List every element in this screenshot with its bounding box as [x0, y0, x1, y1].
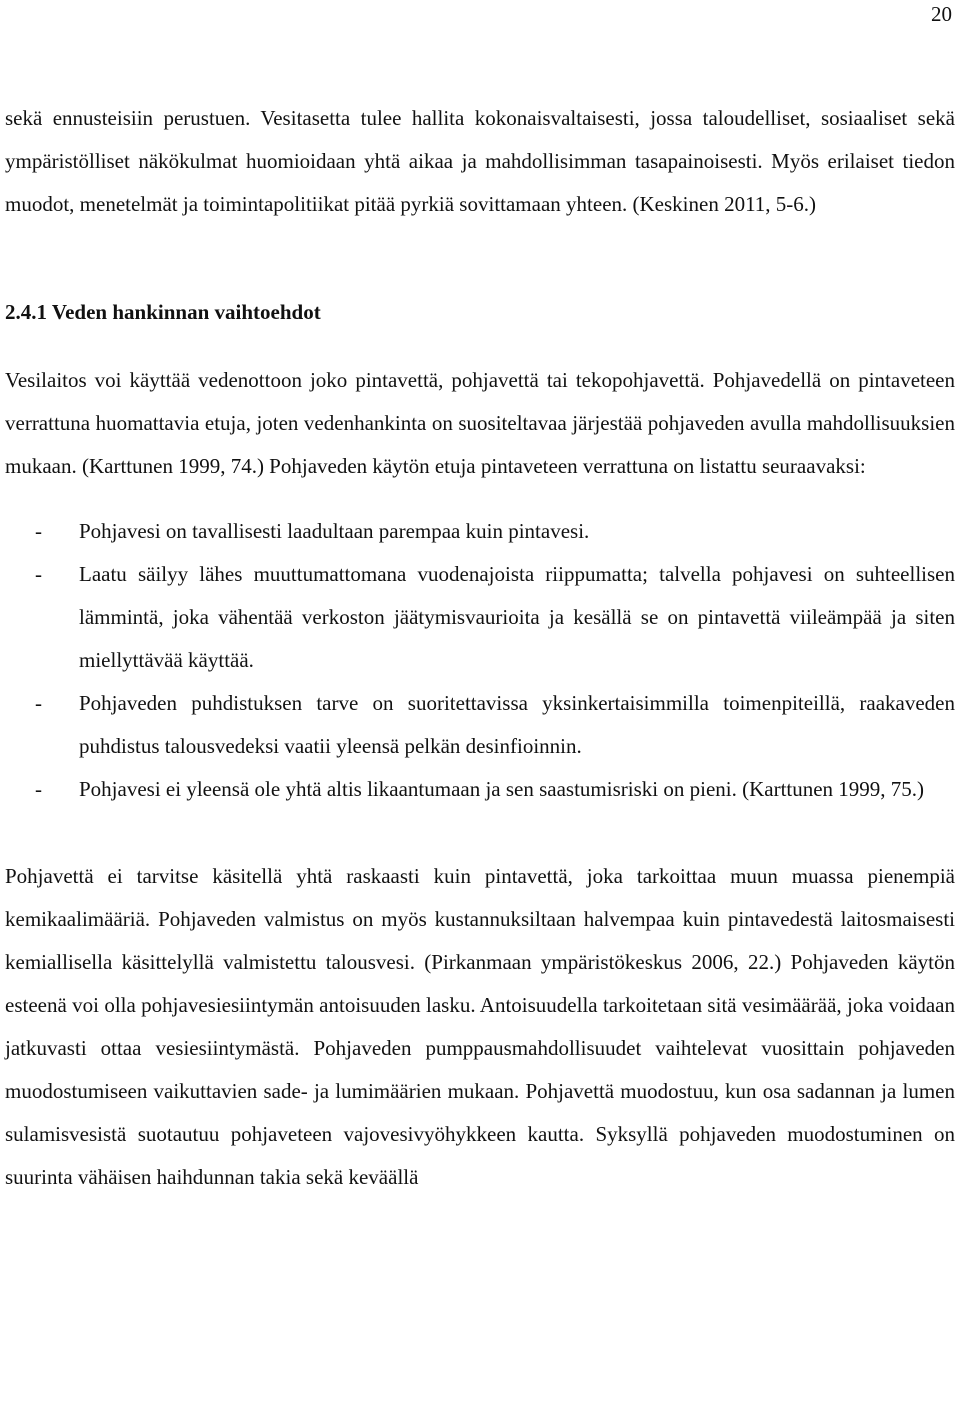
- list-item: [5, 553, 955, 682]
- list-item-text: Laatu säilyy lähes muuttumattomana vuodenajoista riippumatta; talvella pohjavesi on suhteellisen lämmintä, joka vähentää verkoston jäätymisvaurioita ja kesällä se on pintavettä viileämpää ja siten miellyttävää käyttää.: [79, 562, 955, 672]
- bullet-dash: -: [35, 519, 42, 543]
- list-item-text: Pohjaveden puhdistuksen tarve on suoritettavissa yksinkertaisimmilla toimenpiteillä, raakaveden puhdistus talousvedeksi vaatii yleensä pelkän desinfioinnin.: [79, 691, 955, 758]
- advantages-list: [5, 510, 955, 811]
- list-item: [5, 682, 955, 768]
- list-item-text: Pohjavesi ei yleensä ole yhtä altis likaantumaan ja sen saastumisriski on pieni. (Karttunen 1999, 75.): [79, 777, 925, 801]
- list-item: [5, 768, 955, 811]
- page-number: 20: [931, 2, 952, 26]
- section-heading: 2.4.1 Veden hankinnan vaihtoehdot: [5, 300, 321, 324]
- bullet-dash: -: [35, 691, 42, 715]
- closing-paragraph: Pohjavettä ei tarvitse käsitellä yhtä raskaasti kuin pintavettä, joka tarkoittaa muun muassa pienempiä kemikaalimääriä. Pohjaveden valmistus on myös kustannuksiltaan halvempaa kuin pintavedestä laitosmaisesti kemiallisella käsittelyllä valmistettu talousvesi. (Pirkanmaan ympäristökeskus 2006, 22.) Pohjaveden käytön esteenä voi olla pohjavesiesiintymän antoisuuden lasku. Antoisuudella tarkoitetaan sitä vesimäärää, joka voidaan jatkuvasti ottaa vesiesiintymästä. Pohjaveden pumppausmahdollisuudet vaihtelevat vuosittain pohjaveden muodostumiseen vaikuttavien sade- ja lumimäärien mukaan. Pohjavettä muodostuu, kun osa sadannan ja lumen sulamisvesistä suotautuu pohjaveteen vajovesivyöhykkeen kautta. Syksyllä pohjaveden muodostuminen on suurinta vähäisen haihdunnan takia sekä keväällä: [5, 864, 955, 1189]
- intro-paragraph: sekä ennusteisiin perustuen. Vesitasetta tulee hallita kokonaisvaltaisesti, jossa taloudelliset, sosiaaliset sekä ympäristölliset näkökulmat huomioidaan yhtä aikaa ja mahdollisimman tasapainoisesti. Myös erilaiset tiedon muodot, menetelmät ja toimintapolitiikat pitää pyrkiä sovittamaan yhteen. (Keskinen 2011, 5-6.): [5, 106, 955, 216]
- bullet-dash: -: [35, 562, 42, 586]
- list-item-text: Pohjavesi on tavallisesti laadultaan parempaa kuin pintavesi.: [79, 519, 590, 543]
- section-paragraph: Vesilaitos voi käyttää vedenottoon joko pintavettä, pohjavettä tai tekopohjavettä. Pohjavedellä on pintaveteen verrattuna huomattavia etuja, joten vedenhankinta on suositeltavaa järjestää pohjaveden avulla mahdollisuuksien mukaan. (Karttunen 1999, 74.) Pohjaveden käytön etuja pintaveteen verrattuna on listattu seuraavaksi:: [5, 368, 955, 478]
- bullet-dash: -: [35, 777, 42, 801]
- list-item: [5, 510, 955, 553]
- document-body: [5, 97, 955, 1199]
